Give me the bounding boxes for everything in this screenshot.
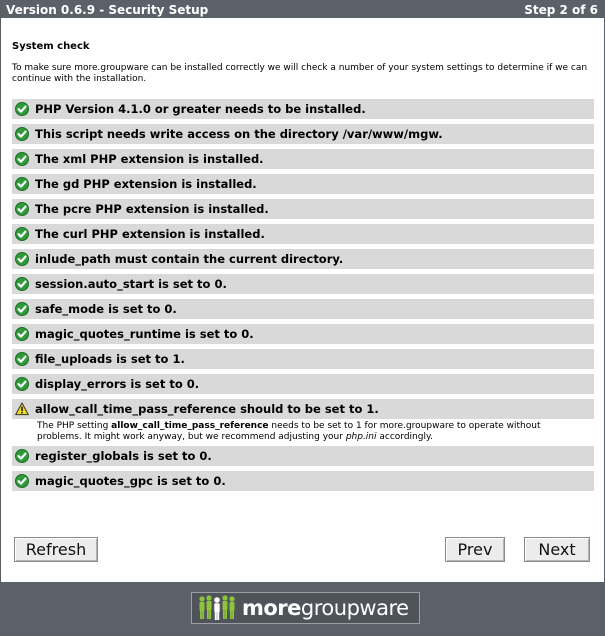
check-text: PHP Version 4.1.0 or greater needs to be installed.	[35, 102, 366, 116]
check-circle-icon	[15, 177, 29, 191]
check-circle-icon	[15, 227, 29, 241]
check-circle-icon	[15, 102, 29, 116]
check-row	[12, 99, 594, 119]
check-row	[12, 399, 594, 419]
check-row	[12, 374, 594, 394]
check-row	[12, 349, 594, 369]
check-text: register_globals is set to 0.	[35, 449, 212, 463]
more-groupware-logo	[191, 592, 420, 624]
step-indicator: Step 2 of 6	[524, 2, 598, 17]
check-text: safe_mode is set to 0.	[35, 302, 177, 316]
check-text: The xml PHP extension is installed.	[35, 152, 264, 166]
check-text: allow_call_time_pass_reference should to be set to 1.	[35, 402, 379, 416]
check-circle-icon	[15, 449, 29, 463]
note-file-name: php.ini	[345, 432, 377, 442]
check-row	[12, 149, 594, 169]
check-circle-icon	[15, 277, 29, 291]
warning-note	[37, 421, 577, 443]
check-row	[12, 274, 594, 294]
check-circle-icon	[15, 377, 29, 391]
check-circle-icon	[15, 127, 29, 141]
main-content	[1, 41, 604, 491]
prev-button[interactable]: Prev	[445, 537, 505, 562]
check-row	[12, 224, 594, 244]
check-text: This script needs write access on the directory /var/www/mgw.	[35, 127, 443, 141]
footer	[1, 582, 604, 635]
check-circle-icon	[15, 327, 29, 341]
check-text: inlude_path must contain the current directory.	[35, 252, 344, 266]
window-title: Version 0.6.9 - Security Setup	[6, 2, 209, 17]
check-text: display_errors is set to 0.	[35, 377, 200, 391]
intro-text: To make sure more.groupware can be installed correctly we will check a number of your system settings to determine if we can continue with the installation.	[12, 63, 588, 84]
check-row	[12, 124, 594, 144]
check-row	[12, 471, 594, 491]
check-text: magic_quotes_runtime is set to 0.	[35, 327, 254, 341]
warning-triangle-icon	[15, 402, 29, 416]
check-circle-icon	[15, 152, 29, 166]
check-list	[12, 99, 593, 491]
check-row	[12, 174, 594, 194]
note-text: The PHP setting	[37, 421, 112, 431]
check-text: session.auto_start is set to 0.	[35, 277, 227, 291]
refresh-button[interactable]: Refresh	[14, 537, 98, 562]
next-button[interactable]: Next	[524, 537, 590, 562]
check-text: The curl PHP extension is installed.	[35, 227, 265, 241]
note-setting-name: allow_call_time_pass_reference	[111, 421, 269, 431]
title-bar	[1, 1, 604, 18]
check-circle-icon	[15, 202, 29, 216]
check-text: The pcre PHP extension is installed.	[35, 202, 269, 216]
check-row	[12, 446, 594, 466]
note-text: accordingly.	[376, 432, 433, 442]
button-bar	[14, 537, 592, 562]
check-text: magic_quotes_gpc is set to 0.	[35, 474, 226, 488]
logo-text-more: more	[242, 596, 301, 620]
check-text: file_uploads is set to 1.	[35, 352, 185, 366]
check-row	[12, 199, 594, 219]
people-logo-icon	[198, 595, 238, 621]
check-row	[12, 324, 594, 344]
check-circle-icon	[15, 352, 29, 366]
check-row	[12, 299, 594, 319]
check-circle-icon	[15, 474, 29, 488]
logo-text-groupware: groupware	[300, 596, 409, 620]
page-heading: System check	[12, 41, 90, 52]
check-text: The gd PHP extension is installed.	[35, 177, 257, 191]
note-text: needs to be set to 1 for more.groupware to operate without problems. It might work anyway, but we recommend adjusting your	[37, 421, 541, 442]
check-circle-icon	[15, 302, 29, 316]
check-row	[12, 249, 594, 269]
check-circle-icon	[15, 252, 29, 266]
